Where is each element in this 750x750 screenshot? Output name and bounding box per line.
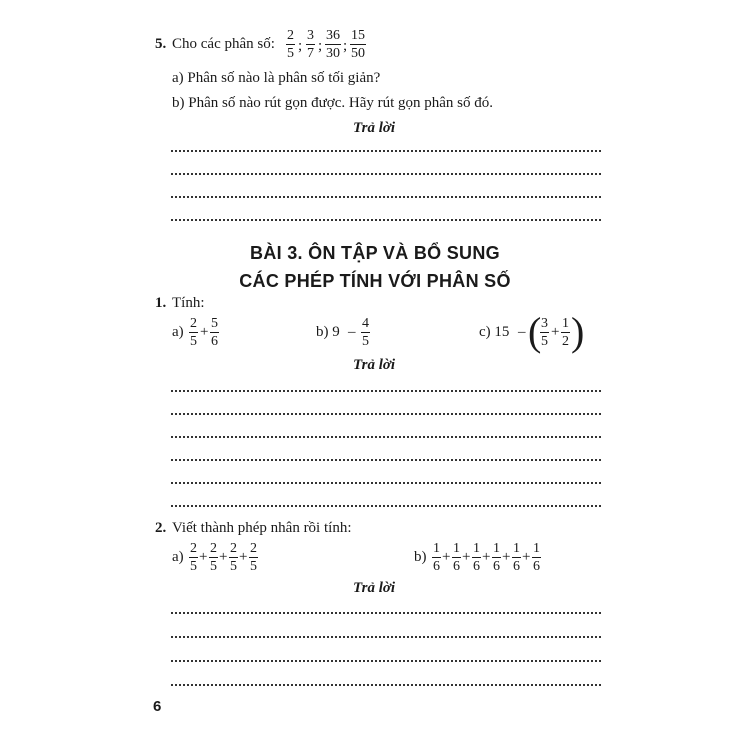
lesson-title-line-2: CÁC PHÉP TÍNH VỚI PHÂN SỐ bbox=[239, 271, 511, 291]
plus-sign: + bbox=[239, 549, 248, 565]
numerator: 3 bbox=[307, 28, 314, 43]
ex2-prompt: Viết thành phép nhân rồi tính: bbox=[172, 520, 352, 536]
ex2-a-fraction bbox=[189, 541, 198, 574]
plus-sign: + bbox=[199, 549, 208, 565]
denominator: 6 bbox=[513, 559, 520, 574]
minus-sign: – bbox=[518, 324, 526, 340]
denominator: 6 bbox=[493, 559, 500, 574]
lesson-title-line-1: BÀI 3. ÔN TẬP VÀ BỔ SUNG bbox=[250, 243, 500, 263]
answer-line[interactable] bbox=[171, 636, 601, 638]
ex1-b-fraction bbox=[361, 316, 370, 349]
denominator: 30 bbox=[326, 46, 340, 61]
answer-line[interactable] bbox=[171, 482, 601, 484]
separator: ; bbox=[298, 38, 303, 54]
right-paren-icon: ) bbox=[571, 309, 585, 354]
q5-fraction-2 bbox=[306, 28, 315, 61]
numerator: 1 bbox=[562, 316, 569, 331]
ex1-a-fraction-1 bbox=[189, 316, 198, 349]
ex1-prompt: Tính: bbox=[172, 295, 205, 311]
plus-sign: + bbox=[482, 549, 491, 565]
denominator: 6 bbox=[433, 559, 440, 574]
plus-sign: + bbox=[522, 549, 531, 565]
numerator: 15 bbox=[351, 28, 365, 43]
left-paren-icon: ( bbox=[528, 309, 542, 354]
answer-line[interactable] bbox=[171, 505, 601, 507]
q5-answer-label: Trả lời bbox=[353, 120, 396, 136]
answer-line[interactable] bbox=[171, 390, 601, 392]
numerator: 1 bbox=[453, 541, 460, 556]
ex1-a-label: a) bbox=[172, 324, 184, 340]
numerator: 2 bbox=[250, 541, 257, 556]
ex2-a-fraction bbox=[229, 541, 238, 574]
denominator: 2 bbox=[562, 334, 569, 349]
ex2-b-fraction bbox=[532, 541, 541, 574]
ex2-b-fraction bbox=[512, 541, 521, 574]
ex2-a-fraction bbox=[209, 541, 218, 574]
minus-sign: – bbox=[348, 324, 356, 340]
denominator: 6 bbox=[473, 559, 480, 574]
q5-fraction-1 bbox=[286, 28, 295, 61]
ex2-b-fraction bbox=[432, 541, 441, 574]
ex2-number: 2. bbox=[155, 520, 167, 536]
page-number: 6 bbox=[153, 698, 162, 715]
numerator: 1 bbox=[493, 541, 500, 556]
numerator: 4 bbox=[362, 316, 369, 331]
denominator: 5 bbox=[210, 559, 217, 574]
plus-sign: + bbox=[442, 549, 451, 565]
numerator: 1 bbox=[473, 541, 480, 556]
answer-line[interactable] bbox=[171, 660, 601, 662]
plus-sign: + bbox=[219, 549, 228, 565]
q5-prompt: Cho các phân số: bbox=[172, 36, 275, 52]
plus-sign: + bbox=[200, 324, 209, 340]
q5-fraction-4 bbox=[350, 28, 366, 61]
denominator: 7 bbox=[307, 46, 314, 61]
denominator: 5 bbox=[190, 334, 197, 349]
ex1-c-fraction-1 bbox=[540, 316, 549, 349]
ex1-answer-label: Trả lời bbox=[353, 357, 396, 373]
answer-line[interactable] bbox=[171, 459, 601, 461]
denominator: 5 bbox=[362, 334, 369, 349]
numerator: 5 bbox=[211, 316, 218, 331]
denominator: 5 bbox=[287, 46, 294, 61]
q5-number: 5. bbox=[155, 36, 167, 52]
answer-line[interactable] bbox=[171, 684, 601, 686]
ex1-a-fraction-2 bbox=[210, 316, 219, 349]
ex2-b-fraction bbox=[472, 541, 481, 574]
denominator: 5 bbox=[541, 334, 548, 349]
denominator: 5 bbox=[190, 559, 197, 574]
ex1-c-fraction-2 bbox=[561, 316, 570, 349]
denominator: 5 bbox=[250, 559, 257, 574]
answer-line[interactable] bbox=[171, 173, 601, 175]
denominator: 6 bbox=[533, 559, 540, 574]
denominator: 5 bbox=[230, 559, 237, 574]
q5-fraction-3 bbox=[325, 28, 341, 61]
numerator: 2 bbox=[190, 316, 197, 331]
ex1-b-label: b) 9 bbox=[316, 324, 340, 340]
numerator: 2 bbox=[230, 541, 237, 556]
numerator: 1 bbox=[533, 541, 540, 556]
answer-line[interactable] bbox=[171, 196, 601, 198]
numerator: 2 bbox=[190, 541, 197, 556]
answer-line[interactable] bbox=[171, 219, 601, 221]
plus-sign: + bbox=[502, 549, 511, 565]
q5-part-b: b) Phân số nào rút gọn được. Hãy rút gọn phân số đó. bbox=[172, 95, 494, 111]
numerator: 36 bbox=[326, 28, 340, 43]
ex1-c-label: c) 15 bbox=[479, 324, 510, 340]
answer-line[interactable] bbox=[171, 150, 601, 152]
denominator: 50 bbox=[351, 46, 365, 61]
q5-part-a: a) Phân số nào là phân số tối giản? bbox=[172, 70, 381, 86]
plus-sign: + bbox=[551, 324, 560, 340]
ex1-number: 1. bbox=[155, 295, 167, 311]
numerator: 1 bbox=[433, 541, 440, 556]
separator: ; bbox=[318, 38, 323, 54]
ex2-b-label: b) bbox=[414, 549, 427, 565]
ex2-a-label: a) bbox=[172, 549, 184, 565]
separator: ; bbox=[343, 38, 348, 54]
ex2-b-fraction bbox=[492, 541, 501, 574]
numerator: 2 bbox=[210, 541, 217, 556]
answer-line[interactable] bbox=[171, 413, 601, 415]
ex2-a-fraction bbox=[249, 541, 258, 574]
ex2-answer-label: Trả lời bbox=[353, 580, 396, 596]
denominator: 6 bbox=[211, 334, 218, 349]
numerator: 1 bbox=[513, 541, 520, 556]
numerator: 3 bbox=[541, 316, 548, 331]
answer-line[interactable] bbox=[171, 612, 601, 614]
plus-sign: + bbox=[462, 549, 471, 565]
numerator: 2 bbox=[287, 28, 294, 43]
ex2-b-fraction bbox=[452, 541, 461, 574]
denominator: 6 bbox=[453, 559, 460, 574]
answer-line[interactable] bbox=[171, 436, 601, 438]
